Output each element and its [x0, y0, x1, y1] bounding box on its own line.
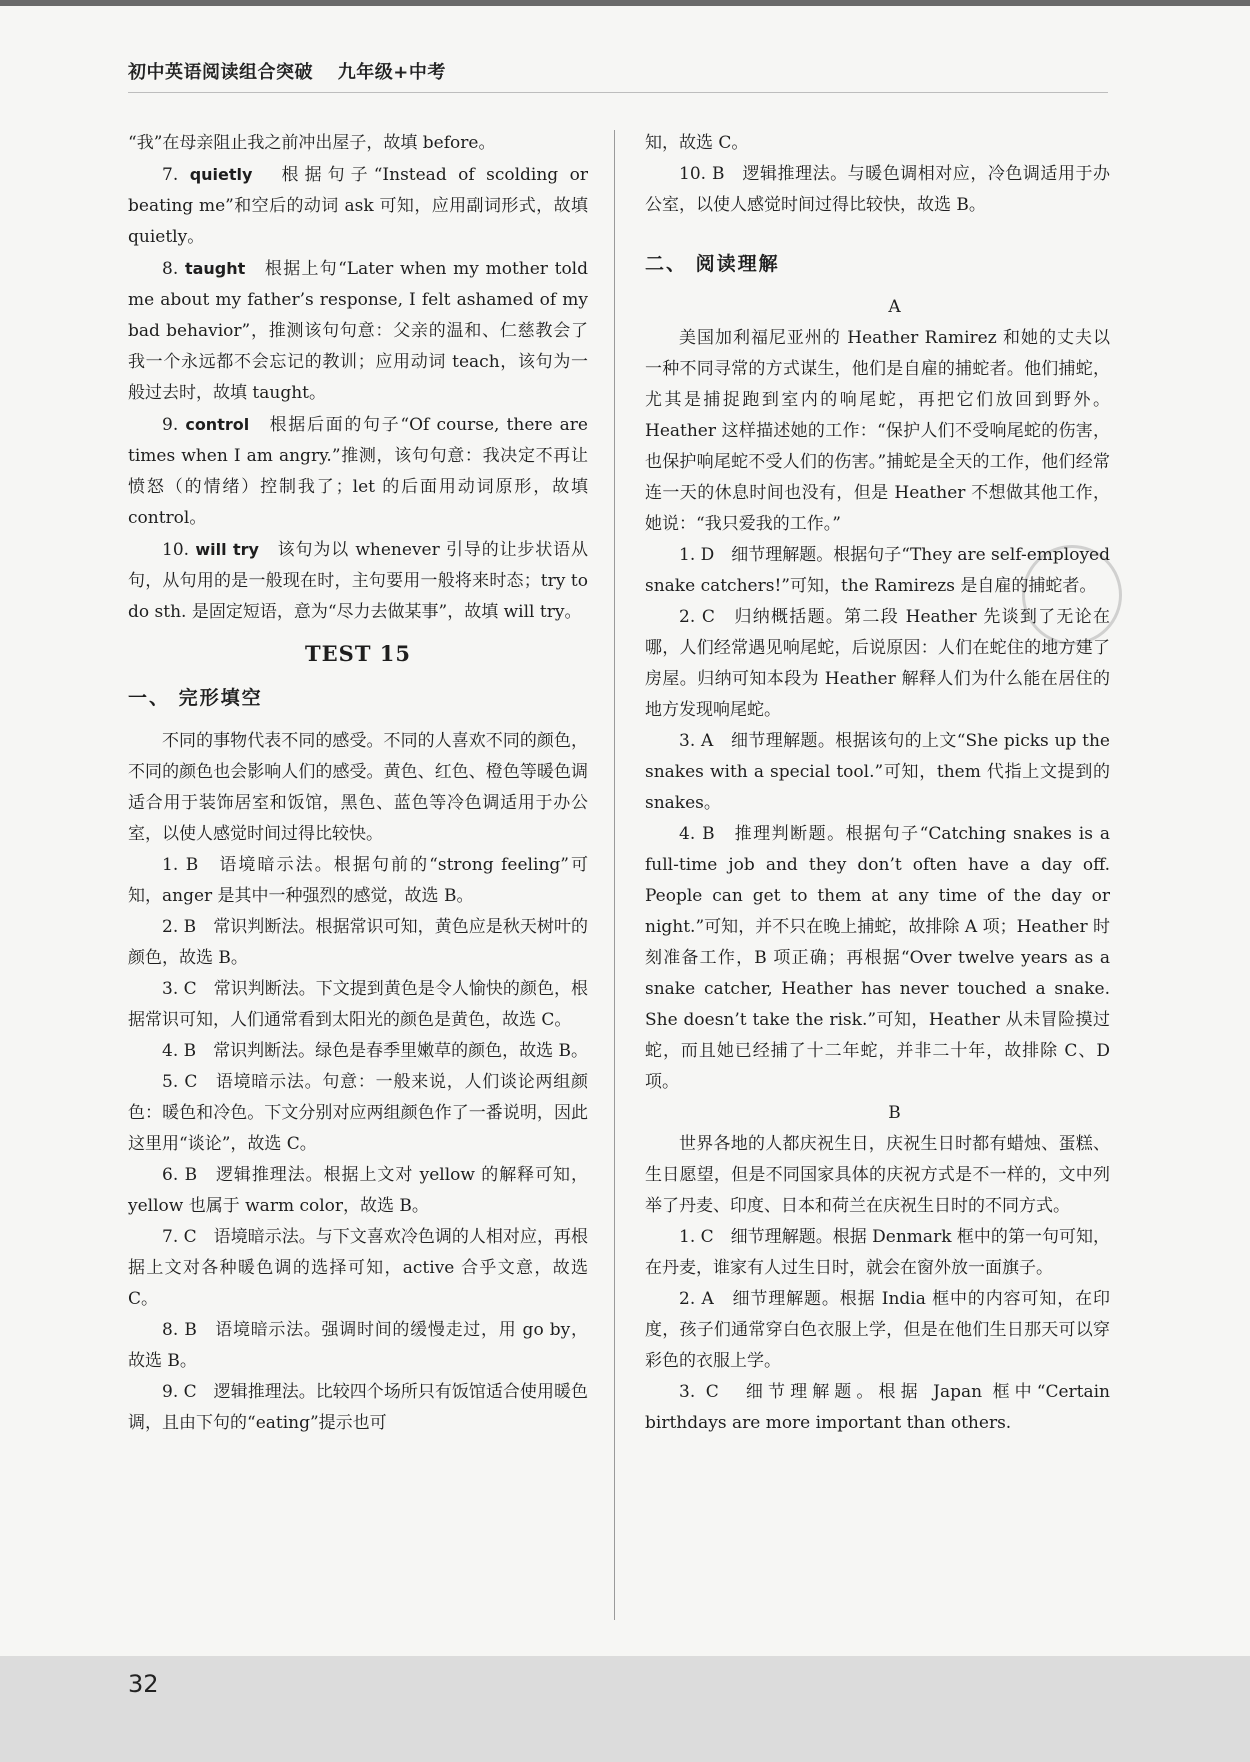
reading-answer: 2. C 归纳概括题。第二段 Heather 先谈到了无论在哪，人们经常遇见响尾蛇，后说原因：人们在蛇住的地方建了房屋。归纳可知本段为 Heather 解释人们为什么能在居住的地方发现响尾蛇。 — [645, 607, 1110, 720]
section-title-reading: 二、 阅读理解 — [645, 253, 780, 275]
reading-answer: 1. D 细节理解题。根据句子“They are self-employed snake catchers!”可知，the Ramirezs 是自雇的捕蛇者。 — [645, 545, 1110, 596]
test-title: TEST 15 — [305, 641, 411, 666]
reading-answer: 3. C 细节理解题。根据 Japan 框中“Certain birthdays are more important than others. — [645, 1382, 1110, 1433]
cloze-answer: 3. C 常识判断法。下文提到黄色是令人愉快的颜色，根据常识可知，人们通常看到太阳光的颜色是黄色，故选 C。 — [128, 979, 588, 1030]
reading-answer: 4. B 推理判断题。根据句子“Catching snakes is a full-time job and they don’t often have a day off. People can get to them at any time of the day or night.”可知，并不只在晚上捕蛇，故排除 A 项；Heather 时刻准备工作，B 项正确；再根据“Over twelve years as a snake catcher, Heather has never touched a snake. She doesn’t take the risk.”可知，Heather 从未冒险摸过蛇，而且她已经捕了十二年蛇，并非二十年，故排除 C、D 项。 — [645, 824, 1110, 1092]
passage-b-intro: 世界各地的人都庆祝生日，庆祝生日时都有蜡烛、蛋糕、生日愿望，但是不同国家具体的庆祝方式是不一样的，文中列举了丹麦、印度、日本和荷兰在庆祝生日时的不同方式。 — [645, 1134, 1110, 1216]
cloze-answer-10: 10. B 逻辑推理法。与暖色调相对应，冷色调适用于办公室，以使人感觉时间过得比较快，故选 B。 — [645, 164, 1110, 215]
answer-9-continued: 知，故选 C。 — [645, 133, 749, 153]
cloze-answer: 9. C 逻辑推理法。比较四个场所只有饭馆适合使用暖色调，且由下句的“eating”提示也可 — [128, 1382, 588, 1433]
book-grade: 九年级+中考 — [337, 62, 446, 83]
page-number: 32 — [128, 1670, 159, 1698]
book-title: 初中英语阅读组合突破 — [128, 62, 313, 83]
header-rule — [128, 92, 1108, 93]
passage-b-letter: B — [888, 1103, 901, 1123]
answer-item-7: 7. quietly 根据句子“Instead of scolding or beating me”和空后的动词 ask 可知，应用副词形式，故填 quietly。 — [128, 165, 589, 247]
reading-answer: 3. A 细节理解题。根据该句的上文“She picks up the snakes with a special tool.”可知，them 代指上文提到的 snakes。 — [645, 731, 1110, 813]
passage-a-letter: A — [888, 297, 901, 317]
right-column — [645, 128, 1110, 1439]
column-divider — [614, 130, 615, 1620]
running-header — [128, 58, 446, 84]
cloze-answer: 5. C 语境暗示法。句意：一般来说，人们谈论两组颜色：暖色和冷色。下文分别对应两组颜色作了一番说明，因此这里用“谈论”，故选 C。 — [128, 1072, 588, 1154]
footer-band — [0, 1656, 1250, 1762]
cloze-answer: 2. B 常识判断法。根据常识可知，黄色应是秋天树叶的颜色，故选 B。 — [128, 917, 588, 968]
cloze-answer: 4. B 常识判断法。绿色是春季里嫩草的颜色，故选 B。 — [162, 1041, 589, 1061]
reading-answer: 1. C 细节理解题。根据 Denmark 框中的第一句可知，在丹麦，谁家有人过生日时，就会在窗外放一面旗子。 — [645, 1227, 1110, 1278]
answer-item-9: 9. control 根据后面的句子“Of course, there are times when I am angry.”推测，该句句意：我决定不再让愤怒（的情绪）控制我了；let 的后面用动词原形，故填 control。 — [128, 415, 588, 528]
reading-answer: 2. A 细节理解题。根据 India 框中的内容可知，在印度，孩子们通常穿白色衣服上学，但是在他们生日那天可以穿彩色的衣服上学。 — [645, 1289, 1110, 1371]
top-edge-bar — [0, 0, 1250, 6]
cloze-answer: 7. C 语境暗示法。与下文喜欢冷色调的人相对应，再根据上文对各种暖色调的选择可知，active 合乎文意，故选 C。 — [128, 1227, 588, 1309]
answer-item-10: 10. will try 该句为以 whenever 引导的让步状语从句，从句用的是一般现在时，主句要用一般将来时态；try to do sth. 是固定短语，意为“尽力去做某事”，故填 will try。 — [128, 540, 588, 622]
passage-a-intro: 美国加利福尼亚州的 Heather Ramirez 和她的丈夫以一种不同寻常的方式谋生，他们是自雇的捕蛇者。他们捕蛇，尤其是捕捉跑到室内的响尾蛇，再把它们放回到野外。Heather 这样描述她的工作：“保护人们不受响尾蛇的伤害，也保护响尾蛇不受人们的伤害。”捕蛇是全天的工作，他们经常连一天的休息时间也没有，但是 Heather 不想做其他工作，她说：“我只爱我的工作。” — [645, 328, 1110, 534]
left-column — [128, 128, 588, 1439]
section-intro: 不同的事物代表不同的感受。不同的人喜欢不同的颜色，不同的颜色也会影响人们的感受。黄色、红色、橙色等暖色调适合用于装饰居室和饭馆，黑色、蓝色等冷色调适用于办公室，以使人感觉时间过得比较快。 — [128, 731, 588, 844]
intro-tail: “我”在母亲阻止我之前冲出屋子，故填 before。 — [128, 133, 496, 153]
cloze-answer: 6. B 逻辑推理法。根据上文对 yellow 的解释可知，yellow 也属于 warm color，故选 B。 — [128, 1165, 588, 1216]
cloze-answer: 1. B 语境暗示法。根据句前的“strong feeling”可知，anger 是其中一种强烈的感觉，故选 B。 — [128, 855, 588, 906]
section-title-cloze: 一、 完形填空 — [128, 687, 263, 709]
cloze-answer: 8. B 语境暗示法。强调时间的缓慢走过，用 go by，故选 B。 — [128, 1320, 588, 1371]
answer-item-8: 8. taught 根据上句“Later when my mother told me about my father’s response, I felt ashamed of my bad behavior”，推测该句句意：父亲的温和、仁慈教会了我一个永远都不会忘记的教训；应用动词 teach，该句为一般过去时，故填 taught。 — [128, 259, 589, 403]
